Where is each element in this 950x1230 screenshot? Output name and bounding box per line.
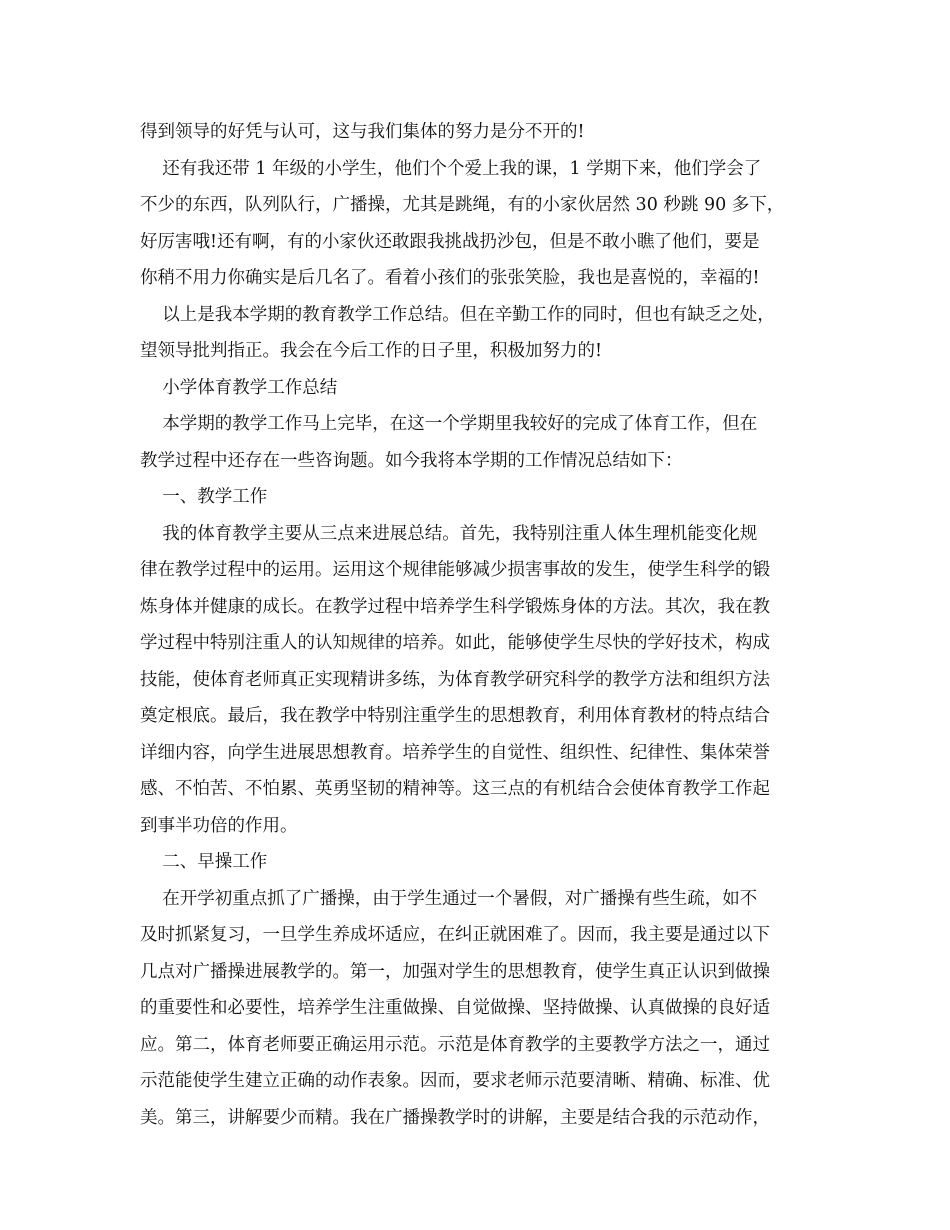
text-line: 好厉害哦!还有啊，有的小家伙还敢跟我挑战扔沙包，但是不敢小瞧了他们，要是	[140, 231, 760, 252]
text-line: 感、不怕苦、不怕累、英勇坚韧的精神等。这三点的有机结合会使体育教学工作起	[140, 779, 770, 799]
text-line: 的重要性和必要性，培养学生注重做操、自觉做操、坚持做操、认真做操的良好适	[140, 998, 770, 1018]
text-line: 本学期的教学工作马上完毕，在这一个学期里我较好的完成了体育工作，但在	[140, 414, 758, 434]
text-line: 律在教学过程中的运用。运用这个规律能够减少损害事故的发生，使学生科学的锻	[140, 560, 770, 580]
text-line: 及时抓紧复习，一旦学生养成坏适应，在纠正就困难了。因而，我主要是通过以下	[140, 925, 770, 945]
text-line: 你稍不用力你确实是后几名了。看着小孩们的张张笑脸，我也是喜悦的，幸福的!	[140, 268, 760, 288]
text-line: 应。第二，体育老师要正确运用示范。示范是体育教学的主要教学方法之一，通过	[140, 1034, 770, 1055]
text-line: 得到领导的好凭与认可，这与我们集体的努力是分不开的!	[140, 122, 585, 142]
text-line: 几点对广播操进展教学的。第一，加强对学生的思想教育，使学生真正认识到做操	[140, 961, 770, 982]
text-line: 我的体育教学主要从三点来进展总结。首先，我特别注重人体生理机能变化规	[140, 523, 758, 544]
text-line: 美。第三，讲解要少而精。我在广播操教学时的讲解，主要是结合我的示范动作，	[140, 1107, 770, 1128]
section-heading: 二、早操工作	[140, 852, 268, 872]
text-line: 学过程中特别注重人的认知规律的培养。如此，能够使学生尽快的学好技术，构成	[140, 633, 770, 653]
text-line: 教学过程中还存在一些咨询题。如今我将本学期的工作情况总结如下：	[140, 450, 683, 471]
text-line: 望领导批判指正。我会在今后工作的日子里，积极加努力的!	[140, 341, 603, 361]
section-title: 小学体育教学工作总结	[140, 377, 338, 398]
text-line: 示范能使学生建立正确的动作表象。因而，要求老师示范要清晰、精确、标准、优	[140, 1071, 770, 1091]
section-heading: 一、教学工作	[140, 487, 268, 507]
text-line: 详细内容，向学生进展思想教育。培养学生的自觉性、组织性、纪律性、集体荣誉	[140, 742, 770, 763]
text-line: 以上是我本学期的教育教学工作总结。但在辛勤工作的同时，但也有缺乏之处，	[140, 304, 775, 325]
text-line: 技能，使体育老师真正实现精讲多练，为体育教学研究科学的教学方法和组织方法	[140, 669, 770, 690]
body-text	[140, 114, 840, 1136]
text-line: 到事半功倍的作用。	[140, 815, 298, 836]
text-line: 不少的东西，队列队行，广播操，尤其是跳绳，有的小家伙居然 30 秒跳 90 多下，	[140, 195, 785, 215]
text-line: 在开学初重点抓了广播操，由于学生通过一个暑假，对广播操有些生疏，如不	[140, 888, 758, 909]
text-line: 还有我还带 1 年级的小学生，他们个个爱上我的课，1 学期下来，他们学会了	[140, 158, 762, 179]
text-line: 奠定根底。最后，我在教学中特别注重学生的思想教育，利用体育教材的特点结合	[140, 706, 770, 726]
text-line: 炼身体并健康的成长。在教学过程中培养学生科学锻炼身体的方法。其次，我在教	[140, 596, 770, 617]
